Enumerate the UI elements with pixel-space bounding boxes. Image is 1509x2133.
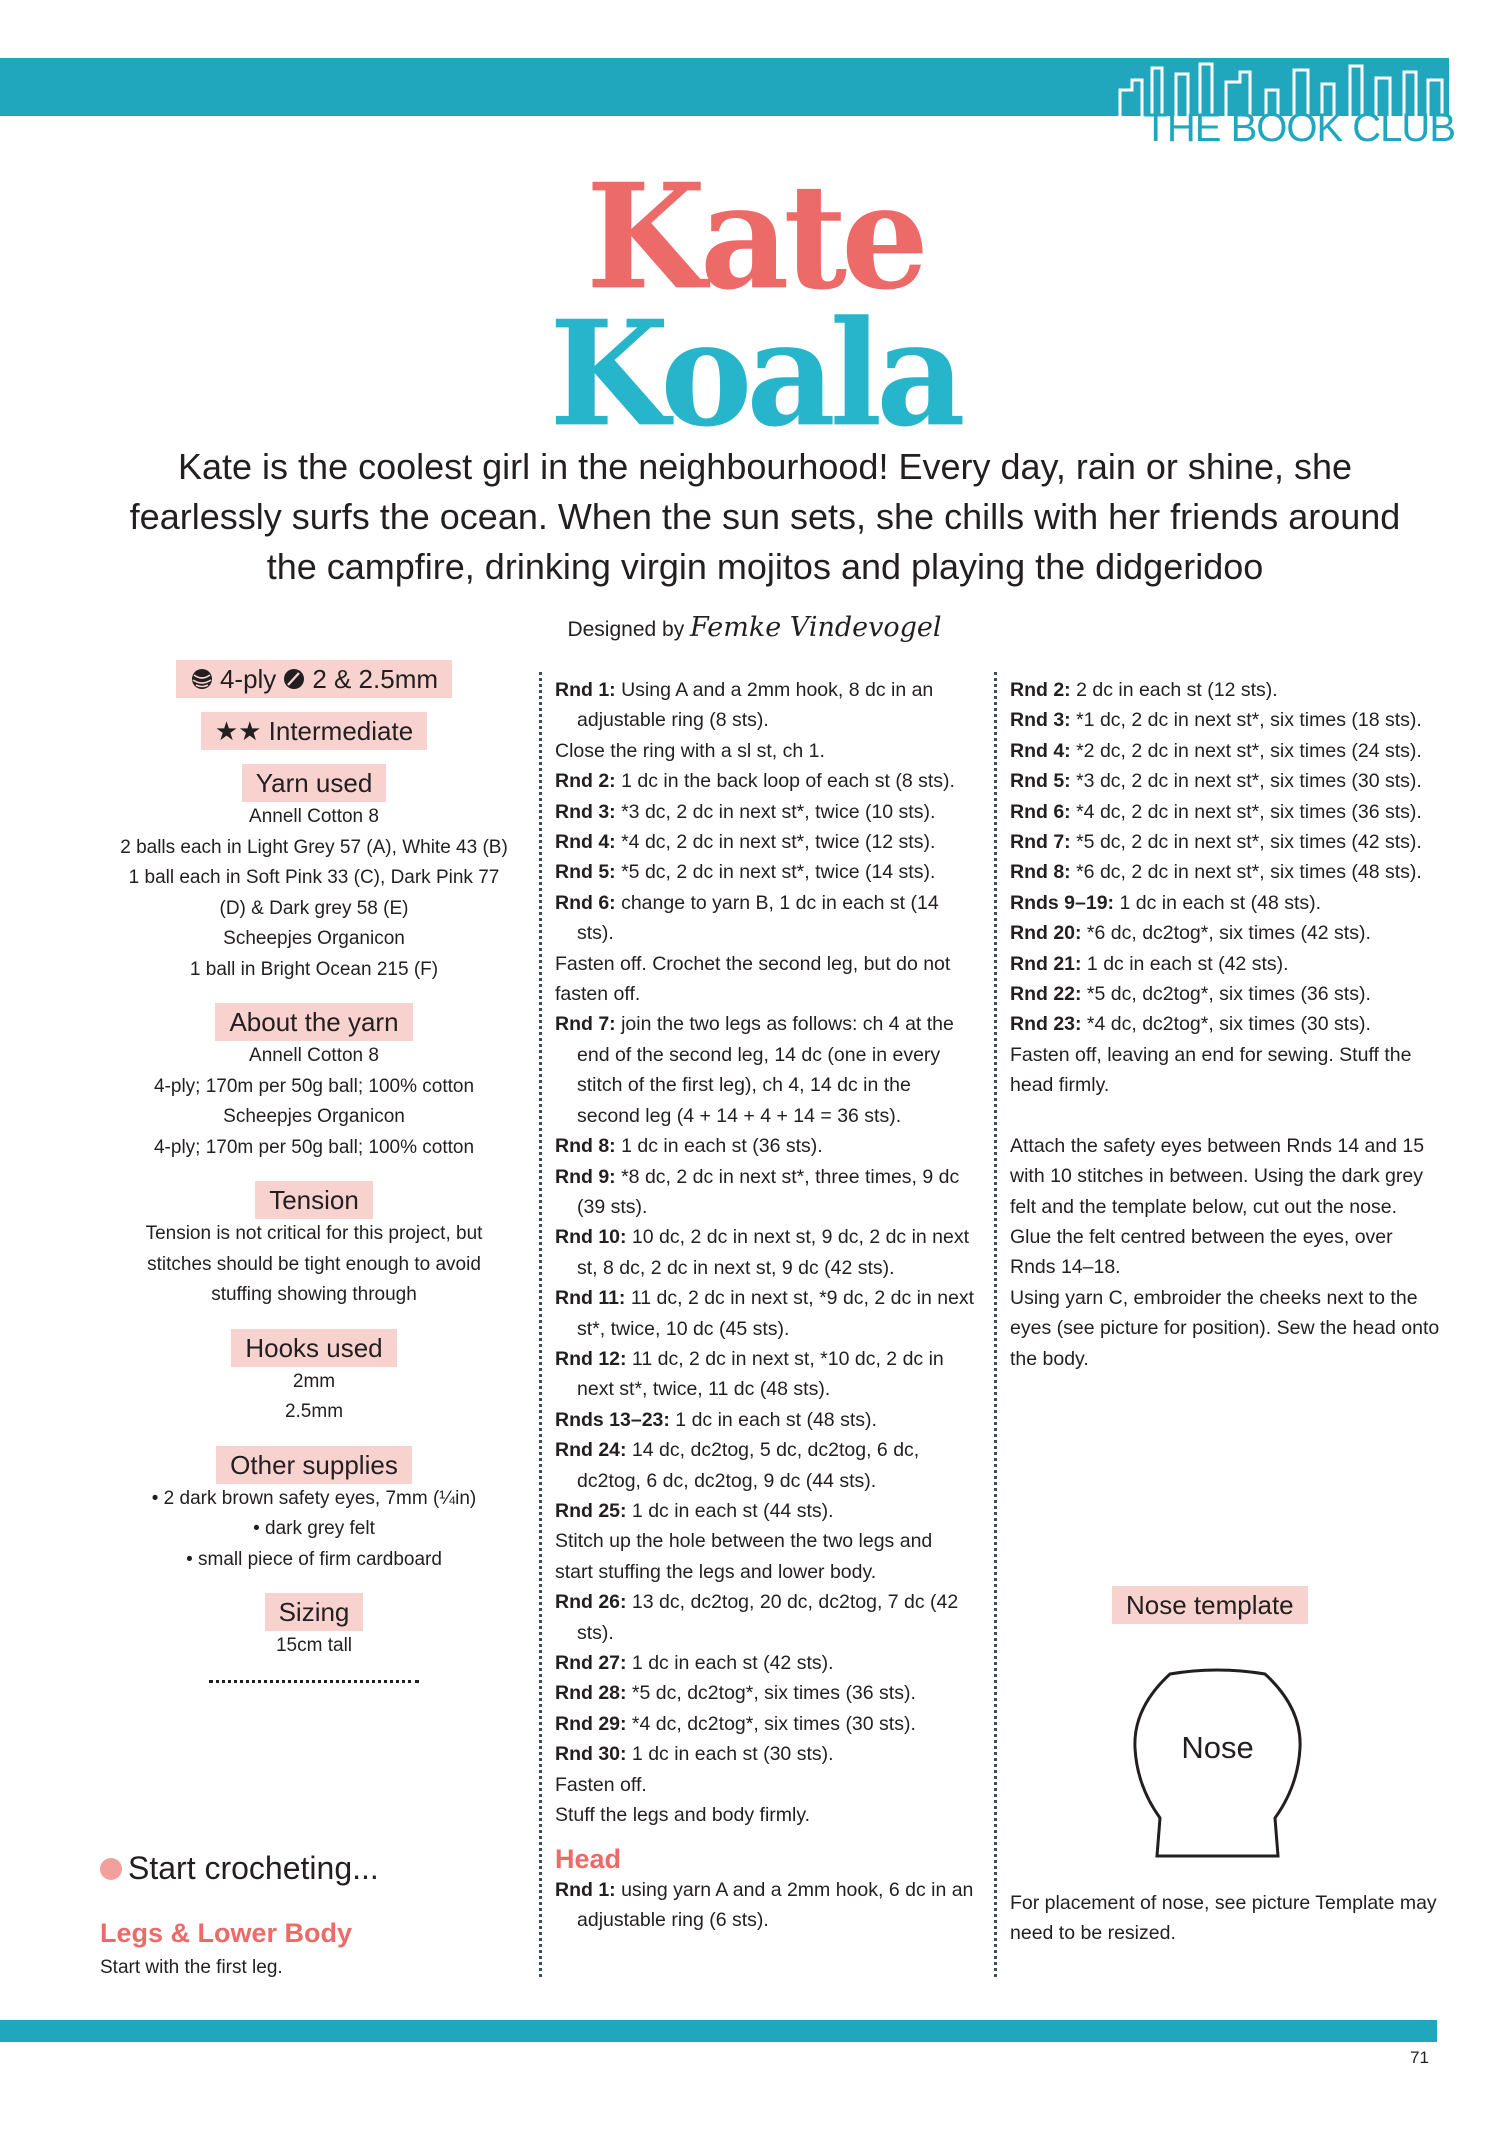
yarn-used-line: 1 ball each in Soft Pink 33 (C), Dark Pink 77 xyxy=(128,867,500,888)
yarn-ball-icon xyxy=(190,667,214,691)
pattern-row: Rnd 11: 11 dc, 2 dc in next st, *9 dc, 2 dc in next st*, twice, 10 dc (45 sts). xyxy=(555,1287,975,1340)
nose-note: For placement of nose, see picture Template may need to be resized. xyxy=(1010,1892,1437,1945)
hooks-heading: Hooks used xyxy=(231,1329,396,1367)
nose-template-heading-wrap xyxy=(1112,1586,1308,1624)
pattern-row: Rnd 28: *5 dc, dc2tog*, six times (36 sts). xyxy=(555,1682,916,1705)
yarn-used-line: 2 balls each in Light Grey 57 (A), White 43 (B) xyxy=(120,836,508,858)
pattern-row: Rnd 29: *4 dc, dc2tog*, six times (30 sts). xyxy=(555,1712,916,1735)
hook-size: 2 & 2.5mm xyxy=(312,664,439,694)
pattern-row: Rnd 5: *5 dc, 2 dc in next st*, twice (14 sts). xyxy=(555,861,936,884)
pattern-row: Rnd 1: Using A and a 2mm hook, 8 dc in an adjustable ring (8 sts). xyxy=(555,679,934,732)
tension-line: stitches should be tight enough to avoid xyxy=(147,1253,481,1275)
pattern-row: Rnd 3: *1 dc, 2 dc in next st*, six times (18 sts). xyxy=(1010,709,1422,732)
intro-text: Kate is the coolest girl in the neighbourhood! Every day, rain or shine, she fearlessly surfs the ocean. When the sun sets, she chills with her friends around the campfire, drinking virgin mojitos and playing the didgeridoo xyxy=(129,446,1401,587)
column-divider xyxy=(994,672,997,1977)
pattern-row: Rnd 4: *4 dc, 2 dc in next st*, twice (12 sts). xyxy=(555,831,936,854)
pattern-row: Fasten off, leaving an end for sewing. Stuff the head firmly. xyxy=(1010,1043,1412,1097)
pattern-row: Rnd 5: *3 dc, 2 dc in next st*, six times (30 sts). xyxy=(1010,770,1422,793)
level-badge: ★★ Intermediate xyxy=(201,712,427,750)
about-yarn-line: Scheepjes Organicon xyxy=(223,1106,405,1127)
page-number: 71 xyxy=(1410,2048,1429,2067)
legs-heading: Legs & Lower Body xyxy=(100,1918,353,1948)
yarn-weight: 4-ply xyxy=(219,664,277,694)
yarn-weight-badge xyxy=(176,660,452,698)
nose-label: Nose xyxy=(1181,1730,1254,1765)
supplies-heading: Other supplies xyxy=(216,1446,412,1484)
title-line-2: Koala xyxy=(549,287,960,460)
pattern-row: Rnds 9–19: 1 dc in each st (48 sts). xyxy=(1010,891,1322,914)
column-divider xyxy=(539,672,542,1977)
pattern-row: Close the ring with a sl st, ch 1. xyxy=(555,739,825,762)
pattern-row: Rnd 7: join the two legs as follows: ch 4 at the end of the second leg, 14 dc (one in every stitch of the first leg), ch 4, 14 dc in the second leg (4 + 14 + 4 + 14 = 36 sts). xyxy=(555,1013,954,1127)
pattern-row: Rnd 30: 1 dc in each st (30 sts). xyxy=(555,1743,834,1766)
about-yarn-heading: About the yarn xyxy=(215,1003,412,1041)
pattern-row: Rnd 21: 1 dc in each st (42 sts). xyxy=(1010,952,1289,975)
section-title: THE BOOK CLUB xyxy=(1143,106,1455,150)
pattern-row: Fasten off. Crochet the second leg, but do not fasten off. xyxy=(555,952,951,1006)
yarn-ball-icon xyxy=(100,1858,122,1880)
hook-icon xyxy=(282,667,306,691)
about-yarn-line: 4-ply; 170m per 50g ball; 100% cotton xyxy=(153,1136,475,1158)
sizing-line: 15cm tall xyxy=(275,1635,353,1656)
start-crocheting-label: Start crocheting... xyxy=(128,1850,379,1886)
pattern-row: Rnd 10: 10 dc, 2 dc in next st, 9 dc, 2 dc in next st, 8 dc, 2 dc in next st, 9 dc (42 sts). xyxy=(555,1226,970,1279)
footer-bar xyxy=(0,2020,1437,2042)
supplies-line: • small piece of firm cardboard xyxy=(186,1548,442,1570)
yarn-used-line: (D) & Dark grey 58 (E) xyxy=(219,897,409,919)
about-yarn-line: Annell Cotton 8 xyxy=(249,1045,379,1066)
pattern-column-right xyxy=(1010,675,1440,1374)
pattern-column-middle xyxy=(555,675,975,1936)
supplies-line: • dark grey felt xyxy=(253,1518,375,1539)
pattern-row: Rnd 22: *5 dc, dc2tog*, six times (36 sts). xyxy=(1010,983,1371,1006)
sizing-heading: Sizing xyxy=(265,1593,364,1631)
sidebar xyxy=(95,660,533,1683)
divider xyxy=(209,1680,419,1683)
pattern-row: Rnd 20: *6 dc, dc2tog*, six times (42 sts). xyxy=(1010,922,1371,945)
pattern-row: Rnd 2: 2 dc in each st (12 sts). xyxy=(1010,679,1278,701)
pattern-row: Rnd 25: 1 dc in each st (44 sts). xyxy=(555,1499,834,1522)
pattern-row: Rnd 27: 1 dc in each st (42 sts). xyxy=(555,1652,834,1674)
yarn-used-line: 1 ball in Bright Ocean 215 (F) xyxy=(189,958,439,980)
tension-heading: Tension xyxy=(255,1181,373,1219)
designer-name: Femke Vindevogel xyxy=(690,612,942,643)
yarn-used-line: Annell Cotton 8 xyxy=(249,806,379,827)
pattern-row: Rnd 26: 13 dc, dc2tog, 20 dc, dc2tog, 7 dc (42 sts). xyxy=(555,1591,959,1644)
tension-line: Tension is not critical for this project, but xyxy=(145,1223,483,1244)
hooks-line: 2mm xyxy=(292,1370,336,1392)
pattern-row: Rnd 3: *3 dc, 2 dc in next st*, twice (10 sts). xyxy=(555,800,936,823)
yarn-used-line: Scheepjes Organicon xyxy=(223,928,405,949)
pattern-row: Rnd 2: 1 dc in the back loop of each st (8 sts). xyxy=(555,770,955,793)
supplies-line: • 2 dark brown safety eyes, 7mm (¼in) xyxy=(151,1487,477,1509)
pattern-row: Rnd 9: *8 dc, 2 dc in next st*, three times, 9 dc (39 sts). xyxy=(555,1165,960,1218)
pattern-row: Rnd 6: *4 dc, 2 dc in next st*, six times (36 sts). xyxy=(1010,800,1422,823)
designer-prefix: Designed by xyxy=(567,618,685,641)
designer-credit xyxy=(0,612,1509,643)
hooks-line: 2.5mm xyxy=(284,1401,344,1422)
legs-intro: Start with the first leg. xyxy=(100,1957,283,1978)
pattern-row: Rnd 6: change to yarn B, 1 dc in each st (14 sts). xyxy=(555,891,939,945)
pattern-row: Stitch up the hole between the two legs and start stuffing the legs and lower body. xyxy=(555,1530,933,1583)
about-yarn-line: 4-ply; 170m per 50g ball; 100% cotton xyxy=(153,1075,475,1097)
title-line-1: Kate xyxy=(586,150,923,323)
pattern-row: Rnd 4: *2 dc, 2 dc in next st*, six times (24 sts). xyxy=(1010,739,1422,762)
start-crocheting xyxy=(100,1850,379,1887)
pattern-row: Rnd 8: *6 dc, 2 dc in next st*, six times (48 sts). xyxy=(1010,861,1422,884)
pattern-row: Fasten off. xyxy=(555,1773,647,1796)
head-heading: Head xyxy=(555,1844,622,1875)
pattern-row: Rnds 13–23: 1 dc in each st (48 sts). xyxy=(555,1408,877,1431)
assembly-text: Using yarn C, embroider the cheeks next to the eyes (see picture for position). Sew the head onto the body. xyxy=(1010,1286,1440,1370)
tension-line: stuffing showing through xyxy=(211,1284,417,1305)
pattern-row: Rnd 24: 14 dc, dc2tog, 5 dc, dc2tog, 6 dc, dc2tog, 6 dc, dc2tog, 9 dc (44 sts). xyxy=(555,1439,920,1492)
pattern-row: Rnd 1: using yarn A and a 2mm hook, 6 dc in an adjustable ring (6 sts). xyxy=(555,1878,974,1932)
pattern-row: Rnd 23: *4 dc, dc2tog*, six times (30 sts). xyxy=(1010,1013,1371,1036)
pattern-row: Rnd 12: 11 dc, 2 dc in next st, *10 dc, 2 dc in next st*, twice, 11 dc (48 sts). xyxy=(555,1347,944,1401)
pattern-row: Rnd 7: *5 dc, 2 dc in next st*, six times (42 sts). xyxy=(1010,831,1422,854)
nose-template-heading: Nose template xyxy=(1112,1586,1308,1624)
pattern-row: Stuff the legs and body firmly. xyxy=(555,1804,811,1827)
pattern-row: Rnd 8: 1 dc in each st (36 sts). xyxy=(555,1135,823,1158)
assembly-text: Attach the safety eyes between Rnds 14 and 15 with 10 stitches in between. Using the dark grey felt and the template below, cut out the nose. Glue the felt centred between the eyes, over Rnds 14–18. xyxy=(1010,1134,1425,1279)
yarn-used-heading: Yarn used xyxy=(242,764,387,802)
